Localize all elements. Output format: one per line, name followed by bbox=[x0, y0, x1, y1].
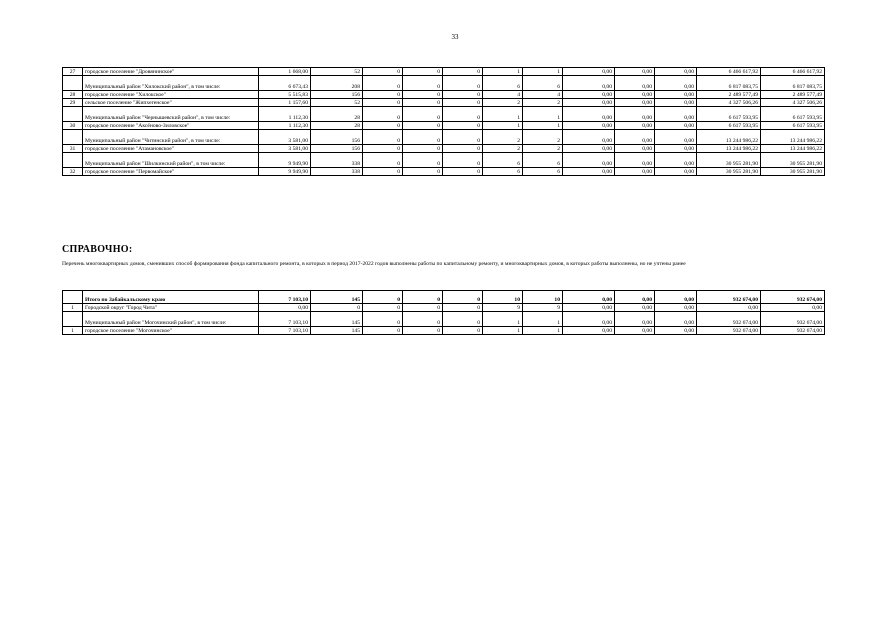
value-cell: 0 bbox=[443, 130, 483, 145]
value-cell: 30 955 281,90 bbox=[697, 168, 761, 176]
value-cell: 0 bbox=[443, 304, 483, 312]
value-cell: 6 466 617,92 bbox=[697, 68, 761, 76]
reference-table bbox=[62, 290, 825, 335]
value-cell: 0 bbox=[403, 312, 443, 327]
value-cell: 0,00 bbox=[563, 304, 615, 312]
value-cell: 932 674,00 bbox=[761, 312, 825, 327]
value-cell: 0 bbox=[443, 291, 483, 304]
value-cell: 4 bbox=[523, 91, 563, 99]
value-cell: 6 617 593,95 bbox=[697, 122, 761, 130]
value-cell: 0 bbox=[363, 327, 403, 335]
row-number-cell: 1 bbox=[63, 304, 83, 312]
municipality-name-cell: Муниципальный район "Чернышевский район", в том числе: bbox=[83, 107, 259, 122]
value-cell: 0 bbox=[403, 145, 443, 153]
value-cell: 0,00 bbox=[655, 145, 697, 153]
value-cell: 0 bbox=[363, 291, 403, 304]
value-cell: 7 103,10 bbox=[259, 312, 311, 327]
value-cell: 0 bbox=[403, 91, 443, 99]
value-cell: 2 bbox=[483, 130, 523, 145]
value-cell: 145 bbox=[311, 312, 363, 327]
value-cell: 156 bbox=[311, 91, 363, 99]
value-cell: 0 bbox=[443, 107, 483, 122]
value-cell: 9 949,90 bbox=[259, 168, 311, 176]
table-row bbox=[63, 145, 825, 153]
value-cell: 0,00 bbox=[615, 168, 655, 176]
value-cell: 1 bbox=[483, 122, 523, 130]
value-cell: 0 bbox=[363, 107, 403, 122]
row-number-cell bbox=[63, 107, 83, 122]
value-cell: 0,00 bbox=[655, 304, 697, 312]
value-cell: 0 bbox=[363, 145, 403, 153]
value-cell: 0 bbox=[363, 168, 403, 176]
value-cell: 1 bbox=[483, 312, 523, 327]
value-cell: 1 bbox=[523, 327, 563, 335]
value-cell: 7 103,10 bbox=[259, 327, 311, 335]
table-row bbox=[63, 68, 825, 76]
value-cell: 28 bbox=[311, 122, 363, 130]
value-cell: 0,00 bbox=[615, 91, 655, 99]
value-cell: 0 bbox=[363, 304, 403, 312]
table-row bbox=[63, 130, 825, 145]
value-cell: 2 bbox=[523, 145, 563, 153]
value-cell: 0,00 bbox=[615, 327, 655, 335]
row-number-cell: 31 bbox=[63, 145, 83, 153]
value-cell: 28 bbox=[311, 107, 363, 122]
table-row bbox=[63, 107, 825, 122]
value-cell: 30 955 281,90 bbox=[761, 153, 825, 168]
page-number: 33 bbox=[451, 33, 459, 41]
value-cell: 0 bbox=[403, 304, 443, 312]
value-cell: 338 bbox=[311, 153, 363, 168]
value-cell: 0,00 bbox=[563, 68, 615, 76]
value-cell: 9 949,90 bbox=[259, 153, 311, 168]
value-cell: 0,00 bbox=[615, 99, 655, 107]
table-row bbox=[63, 168, 825, 176]
value-cell: 0,00 bbox=[563, 91, 615, 99]
value-cell: 6 817 083,75 bbox=[697, 76, 761, 91]
value-cell: 0 bbox=[443, 91, 483, 99]
value-cell: 30 955 281,90 bbox=[697, 153, 761, 168]
value-cell: 0,00 bbox=[615, 76, 655, 91]
value-cell: 0,00 bbox=[563, 76, 615, 91]
value-cell: 4 bbox=[483, 91, 523, 99]
municipality-name-cell: городское поселение "Дровянинское" bbox=[83, 68, 259, 76]
value-cell: 6 817 083,75 bbox=[761, 76, 825, 91]
value-cell: 0 bbox=[403, 107, 443, 122]
row-number-cell bbox=[63, 130, 83, 145]
value-cell: 932 674,00 bbox=[697, 327, 761, 335]
value-cell: 0,00 bbox=[655, 99, 697, 107]
value-cell: 0,00 bbox=[259, 304, 311, 312]
value-cell: 0 bbox=[363, 76, 403, 91]
value-cell: 0,00 bbox=[563, 168, 615, 176]
table-row bbox=[63, 122, 825, 130]
value-cell: 0,00 bbox=[655, 327, 697, 335]
value-cell: 6 bbox=[523, 76, 563, 91]
table-row bbox=[63, 91, 825, 99]
table-row bbox=[63, 304, 825, 312]
value-cell: 0,00 bbox=[615, 291, 655, 304]
value-cell: 0,00 bbox=[655, 130, 697, 145]
value-cell: 9 bbox=[483, 304, 523, 312]
municipality-name-cell: городское поселение "Аксёново-Зиловское" bbox=[83, 122, 259, 130]
municipality-name-cell: Городской округ "Город Чита" bbox=[83, 304, 259, 312]
value-cell: 0,00 bbox=[615, 122, 655, 130]
municipality-name-cell: городское поселение "Могочинское" bbox=[83, 327, 259, 335]
value-cell: 0 bbox=[403, 76, 443, 91]
table-row bbox=[63, 99, 825, 107]
value-cell: 0 bbox=[311, 304, 363, 312]
value-cell: 0,00 bbox=[655, 168, 697, 176]
value-cell: 6 bbox=[483, 153, 523, 168]
value-cell: 145 bbox=[311, 327, 363, 335]
value-cell: 0,00 bbox=[563, 99, 615, 107]
value-cell: 0,00 bbox=[563, 130, 615, 145]
value-cell: 2 bbox=[523, 130, 563, 145]
value-cell: 6 bbox=[483, 168, 523, 176]
value-cell: 0,00 bbox=[615, 145, 655, 153]
value-cell: 1 bbox=[523, 122, 563, 130]
value-cell: 0,00 bbox=[655, 68, 697, 76]
value-cell: 0 bbox=[403, 99, 443, 107]
municipality-name-cell: городское поселение "Хилокское" bbox=[83, 91, 259, 99]
value-cell: 52 bbox=[311, 68, 363, 76]
value-cell: 3 581,00 bbox=[259, 130, 311, 145]
table-row bbox=[63, 312, 825, 327]
value-cell: 1 157,60 bbox=[259, 99, 311, 107]
value-cell: 0,00 bbox=[615, 312, 655, 327]
row-number-cell: 32 bbox=[63, 168, 83, 176]
value-cell: 6 673,43 bbox=[259, 76, 311, 91]
value-cell: 0 bbox=[363, 68, 403, 76]
value-cell: 0 bbox=[363, 130, 403, 145]
value-cell: 2 489 577,49 bbox=[761, 91, 825, 99]
value-cell: 0 bbox=[363, 99, 403, 107]
value-cell: 0 bbox=[403, 291, 443, 304]
value-cell: 0,00 bbox=[615, 130, 655, 145]
value-cell: 338 bbox=[311, 168, 363, 176]
municipality-name-cell: городское поселение "Первомайское" bbox=[83, 168, 259, 176]
value-cell: 932 674,00 bbox=[761, 327, 825, 335]
value-cell: 0 bbox=[403, 122, 443, 130]
value-cell: 5 515,83 bbox=[259, 91, 311, 99]
value-cell: 932 674,00 bbox=[697, 291, 761, 304]
value-cell: 0,00 bbox=[655, 312, 697, 327]
value-cell: 0 bbox=[443, 122, 483, 130]
value-cell: 0 bbox=[403, 130, 443, 145]
main-table bbox=[62, 67, 825, 176]
row-number-cell: 29 bbox=[63, 99, 83, 107]
value-cell: 0,00 bbox=[761, 304, 825, 312]
value-cell: 0,00 bbox=[563, 153, 615, 168]
value-cell: 0 bbox=[443, 68, 483, 76]
value-cell: 1 668,00 bbox=[259, 68, 311, 76]
value-cell: 0 bbox=[363, 91, 403, 99]
value-cell: 0,00 bbox=[697, 304, 761, 312]
reference-heading: СПРАВОЧНО: bbox=[62, 244, 133, 255]
value-cell: 0,00 bbox=[615, 304, 655, 312]
municipality-name-cell: Итого по Забайкальскому краю bbox=[83, 291, 259, 304]
value-cell: 0 bbox=[443, 327, 483, 335]
value-cell: 2 bbox=[483, 99, 523, 107]
value-cell: 13 244 986,22 bbox=[761, 130, 825, 145]
municipality-name-cell: городское поселение "Атамановское" bbox=[83, 145, 259, 153]
value-cell: 9 bbox=[523, 304, 563, 312]
value-cell: 0,00 bbox=[563, 122, 615, 130]
municipality-name-cell: сельское поселение "Жипхегенское" bbox=[83, 99, 259, 107]
value-cell: 7 103,10 bbox=[259, 291, 311, 304]
value-cell: 2 489 577,49 bbox=[697, 91, 761, 99]
table-row bbox=[63, 153, 825, 168]
value-cell: 0 bbox=[443, 76, 483, 91]
value-cell: 1 bbox=[523, 68, 563, 76]
reference-note: Перечень многоквартирных домов, сменивших способ формирования фонда капитального ремонта, в которых в период 2017-2022 годов выполнены работы по капитальному ремонту, и многоквартирных домов, в которых работы выполнены, но не учтены ранее bbox=[62, 261, 686, 267]
value-cell: 0 bbox=[403, 327, 443, 335]
value-cell: 0 bbox=[363, 153, 403, 168]
value-cell: 1 bbox=[483, 68, 523, 76]
value-cell: 10 bbox=[523, 291, 563, 304]
municipality-name-cell: Муниципальный район "Шилкинский район", в том числе: bbox=[83, 153, 259, 168]
municipality-name-cell: Муниципальный район "Хилокский район", в том числе: bbox=[83, 76, 259, 91]
row-number-cell: 1 bbox=[63, 327, 83, 335]
value-cell: 0,00 bbox=[655, 91, 697, 99]
value-cell: 13 244 986,22 bbox=[761, 145, 825, 153]
value-cell: 0 bbox=[403, 68, 443, 76]
table-row bbox=[63, 76, 825, 91]
table-row bbox=[63, 327, 825, 335]
value-cell: 0,00 bbox=[563, 312, 615, 327]
value-cell: 0,00 bbox=[615, 107, 655, 122]
value-cell: 52 bbox=[311, 99, 363, 107]
value-cell: 6 617 593,95 bbox=[697, 107, 761, 122]
value-cell: 13 244 986,22 bbox=[697, 145, 761, 153]
row-number-cell: 27 bbox=[63, 68, 83, 76]
value-cell: 0,00 bbox=[563, 327, 615, 335]
value-cell: 0 bbox=[443, 153, 483, 168]
value-cell: 3 581,00 bbox=[259, 145, 311, 153]
value-cell: 932 674,00 bbox=[697, 312, 761, 327]
value-cell: 2 bbox=[523, 99, 563, 107]
value-cell: 0 bbox=[403, 168, 443, 176]
value-cell: 0,00 bbox=[563, 107, 615, 122]
value-cell: 0,00 bbox=[655, 107, 697, 122]
table-row bbox=[63, 291, 825, 304]
municipality-name-cell: Муниципальный район "Читинский район", в том числе: bbox=[83, 130, 259, 145]
value-cell: 6 466 617,92 bbox=[761, 68, 825, 76]
value-cell: 0,00 bbox=[655, 76, 697, 91]
row-number-cell: 30 bbox=[63, 122, 83, 130]
value-cell: 4 327 506,26 bbox=[697, 99, 761, 107]
value-cell: 0,00 bbox=[655, 153, 697, 168]
value-cell: 1 bbox=[523, 312, 563, 327]
value-cell: 0 bbox=[443, 168, 483, 176]
value-cell: 156 bbox=[311, 145, 363, 153]
value-cell: 1 bbox=[523, 107, 563, 122]
value-cell: 2 bbox=[483, 145, 523, 153]
row-number-cell bbox=[63, 291, 83, 304]
row-number-cell: 28 bbox=[63, 91, 83, 99]
value-cell: 6 bbox=[523, 168, 563, 176]
value-cell: 1 bbox=[483, 107, 523, 122]
value-cell: 30 955 281,90 bbox=[761, 168, 825, 176]
value-cell: 1 112,30 bbox=[259, 122, 311, 130]
value-cell: 4 327 506,26 bbox=[761, 99, 825, 107]
value-cell: 6 bbox=[523, 153, 563, 168]
value-cell: 0,00 bbox=[563, 291, 615, 304]
value-cell: 0 bbox=[363, 312, 403, 327]
row-number-cell bbox=[63, 312, 83, 327]
value-cell: 6 617 593,95 bbox=[761, 122, 825, 130]
value-cell: 0,00 bbox=[655, 291, 697, 304]
value-cell: 0 bbox=[443, 312, 483, 327]
value-cell: 10 bbox=[483, 291, 523, 304]
value-cell: 0 bbox=[363, 122, 403, 130]
value-cell: 145 bbox=[311, 291, 363, 304]
value-cell: 0,00 bbox=[563, 145, 615, 153]
value-cell: 0,00 bbox=[615, 153, 655, 168]
value-cell: 6 bbox=[483, 76, 523, 91]
value-cell: 0 bbox=[443, 99, 483, 107]
municipality-name-cell: Муниципальный район "Могочинский район", в том числе: bbox=[83, 312, 259, 327]
value-cell: 932 674,00 bbox=[761, 291, 825, 304]
value-cell: 0,00 bbox=[615, 68, 655, 76]
value-cell: 1 112,30 bbox=[259, 107, 311, 122]
row-number-cell bbox=[63, 153, 83, 168]
value-cell: 0 bbox=[443, 145, 483, 153]
value-cell: 0,00 bbox=[655, 122, 697, 130]
value-cell: 6 617 593,95 bbox=[761, 107, 825, 122]
value-cell: 0 bbox=[403, 153, 443, 168]
value-cell: 156 bbox=[311, 130, 363, 145]
value-cell: 13 244 986,22 bbox=[697, 130, 761, 145]
value-cell: 208 bbox=[311, 76, 363, 91]
value-cell: 1 bbox=[483, 327, 523, 335]
row-number-cell bbox=[63, 76, 83, 91]
